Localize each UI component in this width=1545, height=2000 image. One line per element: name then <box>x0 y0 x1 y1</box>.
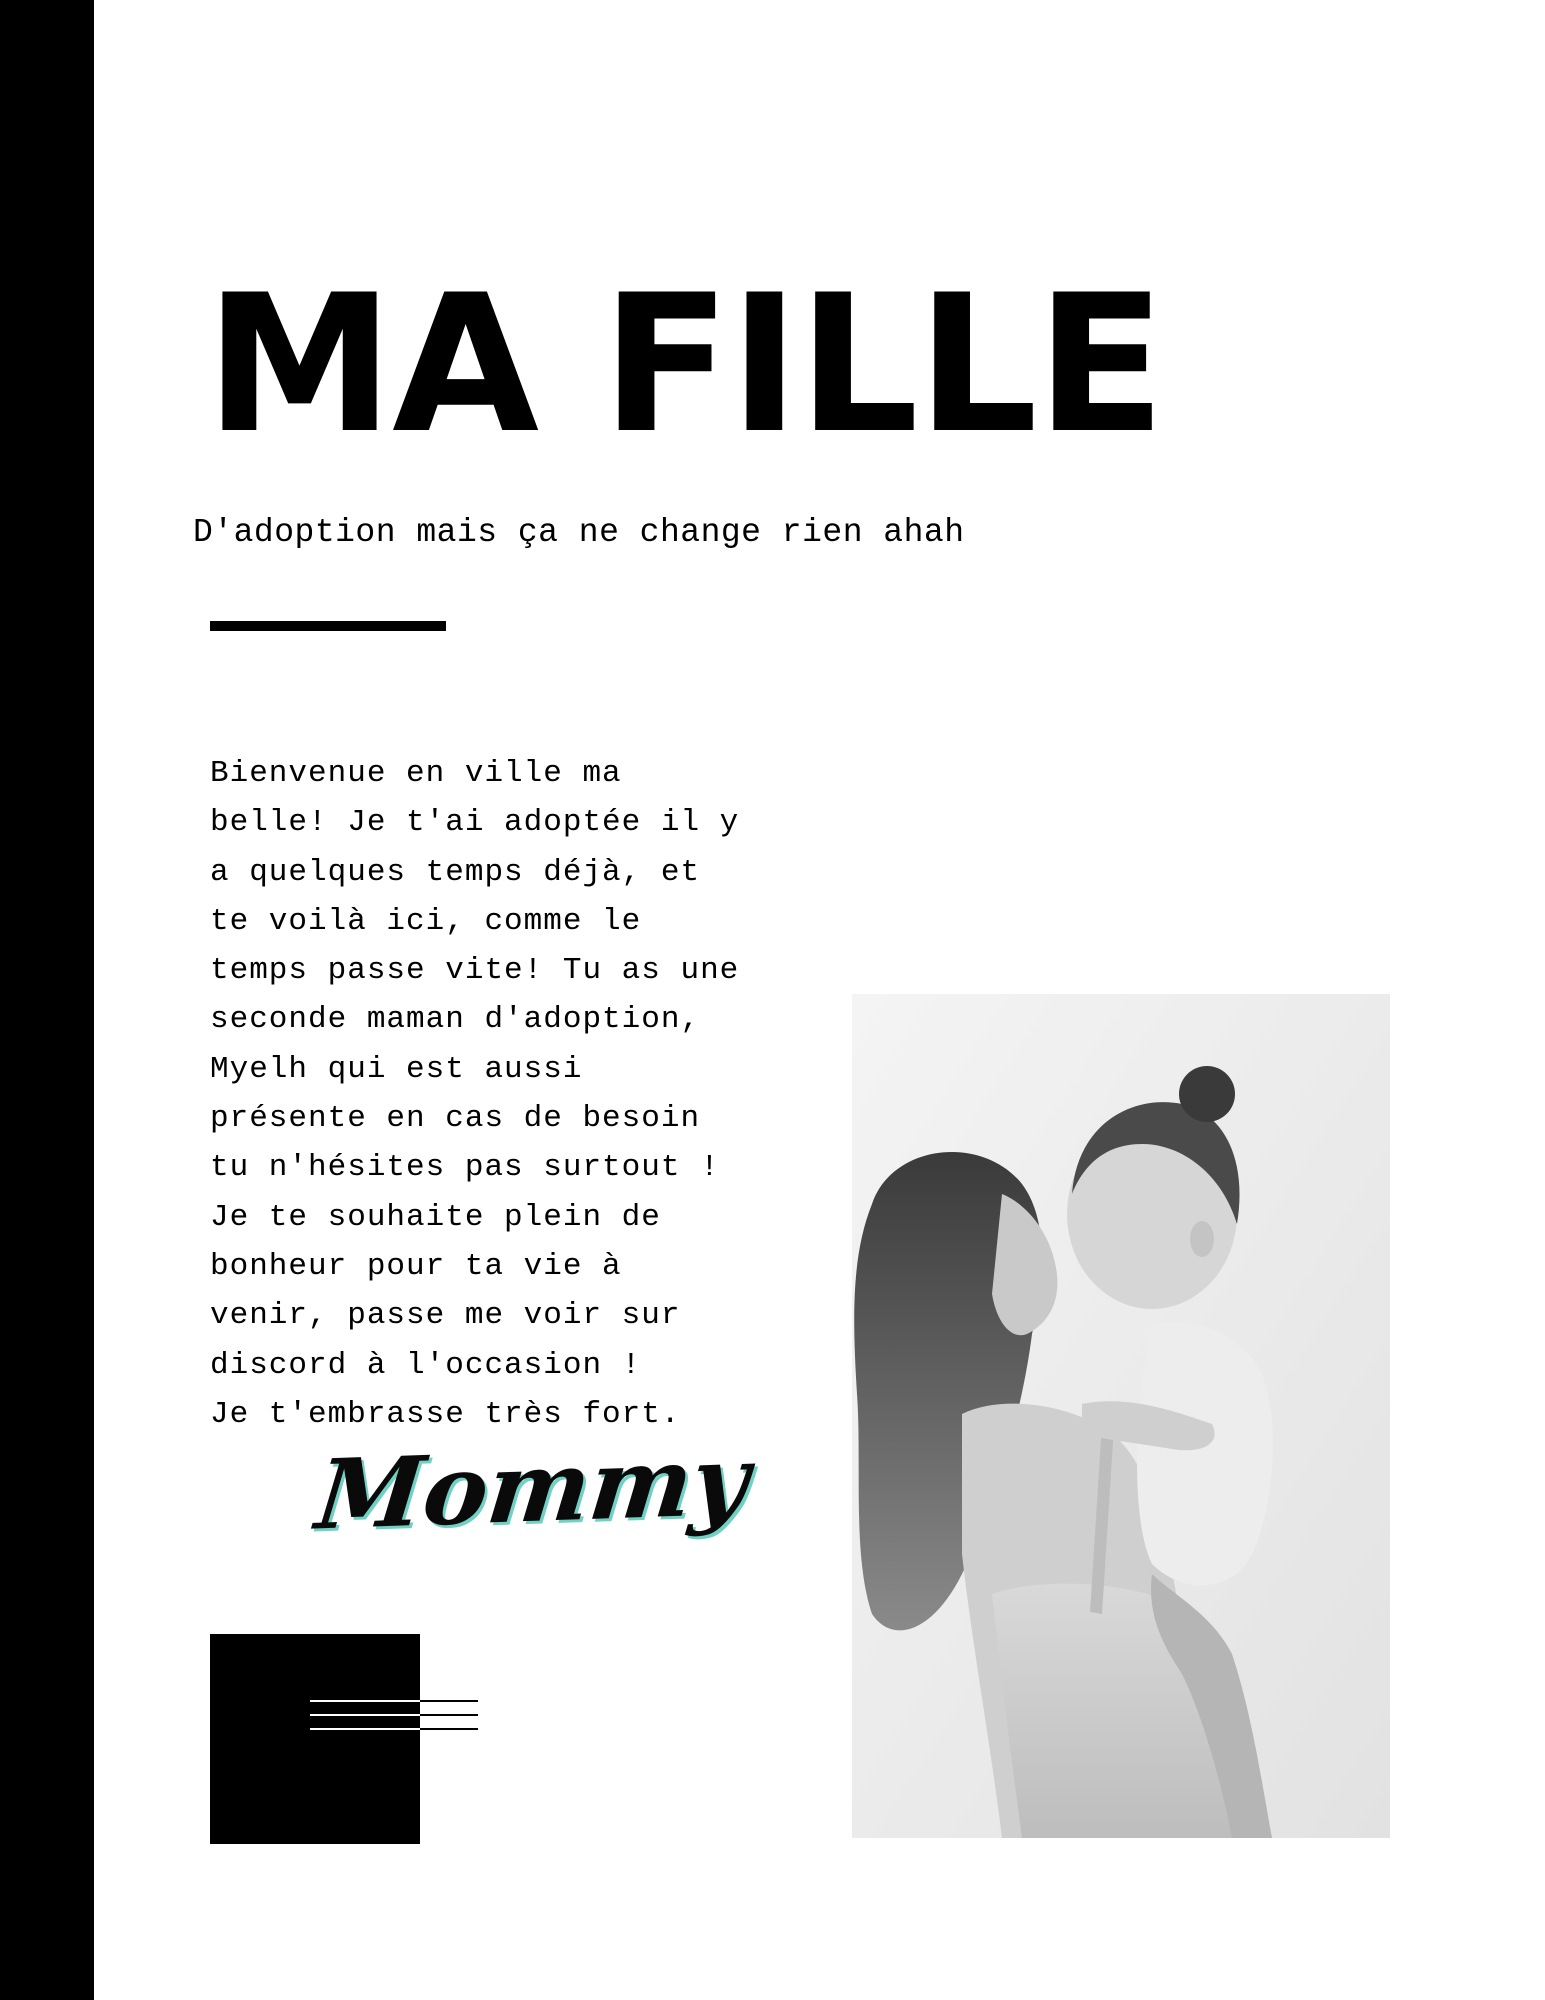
decorative-black-square <box>210 1634 420 1844</box>
title-divider <box>210 621 446 631</box>
page-title: MA FILLE <box>205 254 1164 475</box>
letter-body: Bienvenue en ville ma belle! Je t'ai adoptée il y a quelques temps déjà, et te voilà ici, comme le temps passe vite! Tu as une seconde maman d'adoption, Myelh qui est aussi présente en cas de besoin tu n'hésites pas surtout ! Je te souhaite plein de bonheur pour ta vie à venir, passe me voir sur discord à l'occasion ! Je t'embrasse très fort. <box>210 756 740 1432</box>
signature: Mommy <box>311 1423 755 1552</box>
decorative-line <box>420 1700 478 1702</box>
mother-daughter-photo <box>852 994 1390 1838</box>
decorative-line <box>420 1728 478 1730</box>
photo-illustration <box>852 994 1390 1838</box>
decorative-line <box>420 1714 478 1716</box>
page-subtitle: D'adoption mais ça ne change rien ahah <box>193 514 965 551</box>
decorative-square <box>210 1634 480 1844</box>
left-sidebar-bar <box>0 0 94 2000</box>
